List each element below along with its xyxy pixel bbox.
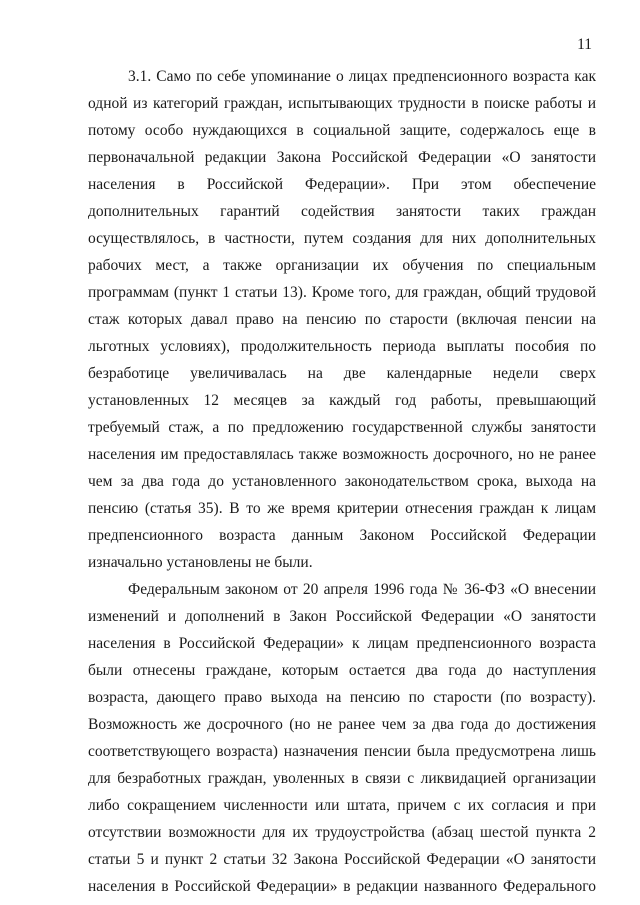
text-line: одной из категорий граждан, испытывающих трудности в поиске работы и [88, 95, 596, 112]
text-line: рабочих мест, а также организации их обучения по специальным [88, 257, 596, 274]
text-line: для безработных граждан, уволенных в связи с ликвидацией организации [88, 770, 596, 787]
text-line: Федеральным законом от 20 апреля 1996 года № 36-ФЗ «О внесении [128, 581, 596, 598]
text-line: населения в Российской Федерации» к лицам предпенсионного возраста [88, 635, 596, 652]
text-line: первоначальной редакции Закона Российской Федерации «О занятости [88, 149, 596, 166]
text-line: населения в Российской Федерации». При этом обеспечение [88, 176, 596, 193]
text-line: статьи 5 и пункт 2 статьи 32 Закона Российской Федерации «О занятости [88, 851, 596, 868]
text-line: населения им предоставлялась также возможность досрочного, но не ранее [88, 446, 596, 463]
text-line: предпенсионного возраста данным Законом Российской Федерации [88, 527, 596, 544]
text-line: Возможность же досрочного (но не ранее чем за два года до достижения [88, 716, 596, 733]
text-line: безработице увеличивалась на две календарные недели сверх [88, 365, 596, 382]
text-line: льготных условиях), продолжительность периода выплаты пособия по [88, 338, 596, 355]
paragraph-2 [88, 576, 596, 900]
text-line: отсутствии возможности для их трудоустройства (абзац шестой пункта 2 [88, 824, 596, 841]
text-line: пенсию (статья 35). В то же время критерии отнесения граждан к лицам [88, 500, 596, 517]
text-line: установленных 12 месяцев за каждый год работы, превышающий [88, 392, 596, 409]
text-line: населения в Российской Федерации» в редакции названного Федерального [88, 878, 596, 895]
text-line: изначально установлены не были. [88, 554, 313, 571]
text-line: потому особо нуждающихся в социальной защите, содержалось еще в [88, 122, 596, 139]
text-line: 3.1. Само по себе упоминание о лицах предпенсионного возраста как [128, 68, 596, 85]
text-line: изменений и дополнений в Закон Российской Федерации «О занятости [88, 608, 596, 625]
text-line: либо сокращением численности или штата, причем с их согласия и при [88, 797, 596, 814]
text-line: соответствующего возраста) назначения пенсии была предусмотрена лишь [88, 743, 596, 760]
paragraph-1 [88, 63, 596, 576]
text-line: возраста, дающего право выхода на пенсию по старости (по возрасту). [88, 689, 596, 706]
page-number: 11 [577, 36, 592, 53]
text-line: требуемый стаж, а по предложению государственной службы занятости [88, 419, 596, 436]
text-line: осуществлялось, в частности, путем создания для них дополнительных [88, 230, 596, 247]
text-line: были отнесены граждане, которым остается два года до наступления [88, 662, 596, 679]
text-line: дополнительных гарантий содействия занятости таких граждан [88, 203, 596, 220]
text-line: программам (пункт 1 статьи 13). Кроме того, для граждан, общий трудовой [88, 284, 596, 301]
text-line: стаж которых давал право на пенсию по старости (включая пенсии на [88, 311, 596, 328]
body-text [88, 63, 596, 900]
text-line: чем за два года до установленного законодательством срока, выхода на [88, 473, 596, 490]
